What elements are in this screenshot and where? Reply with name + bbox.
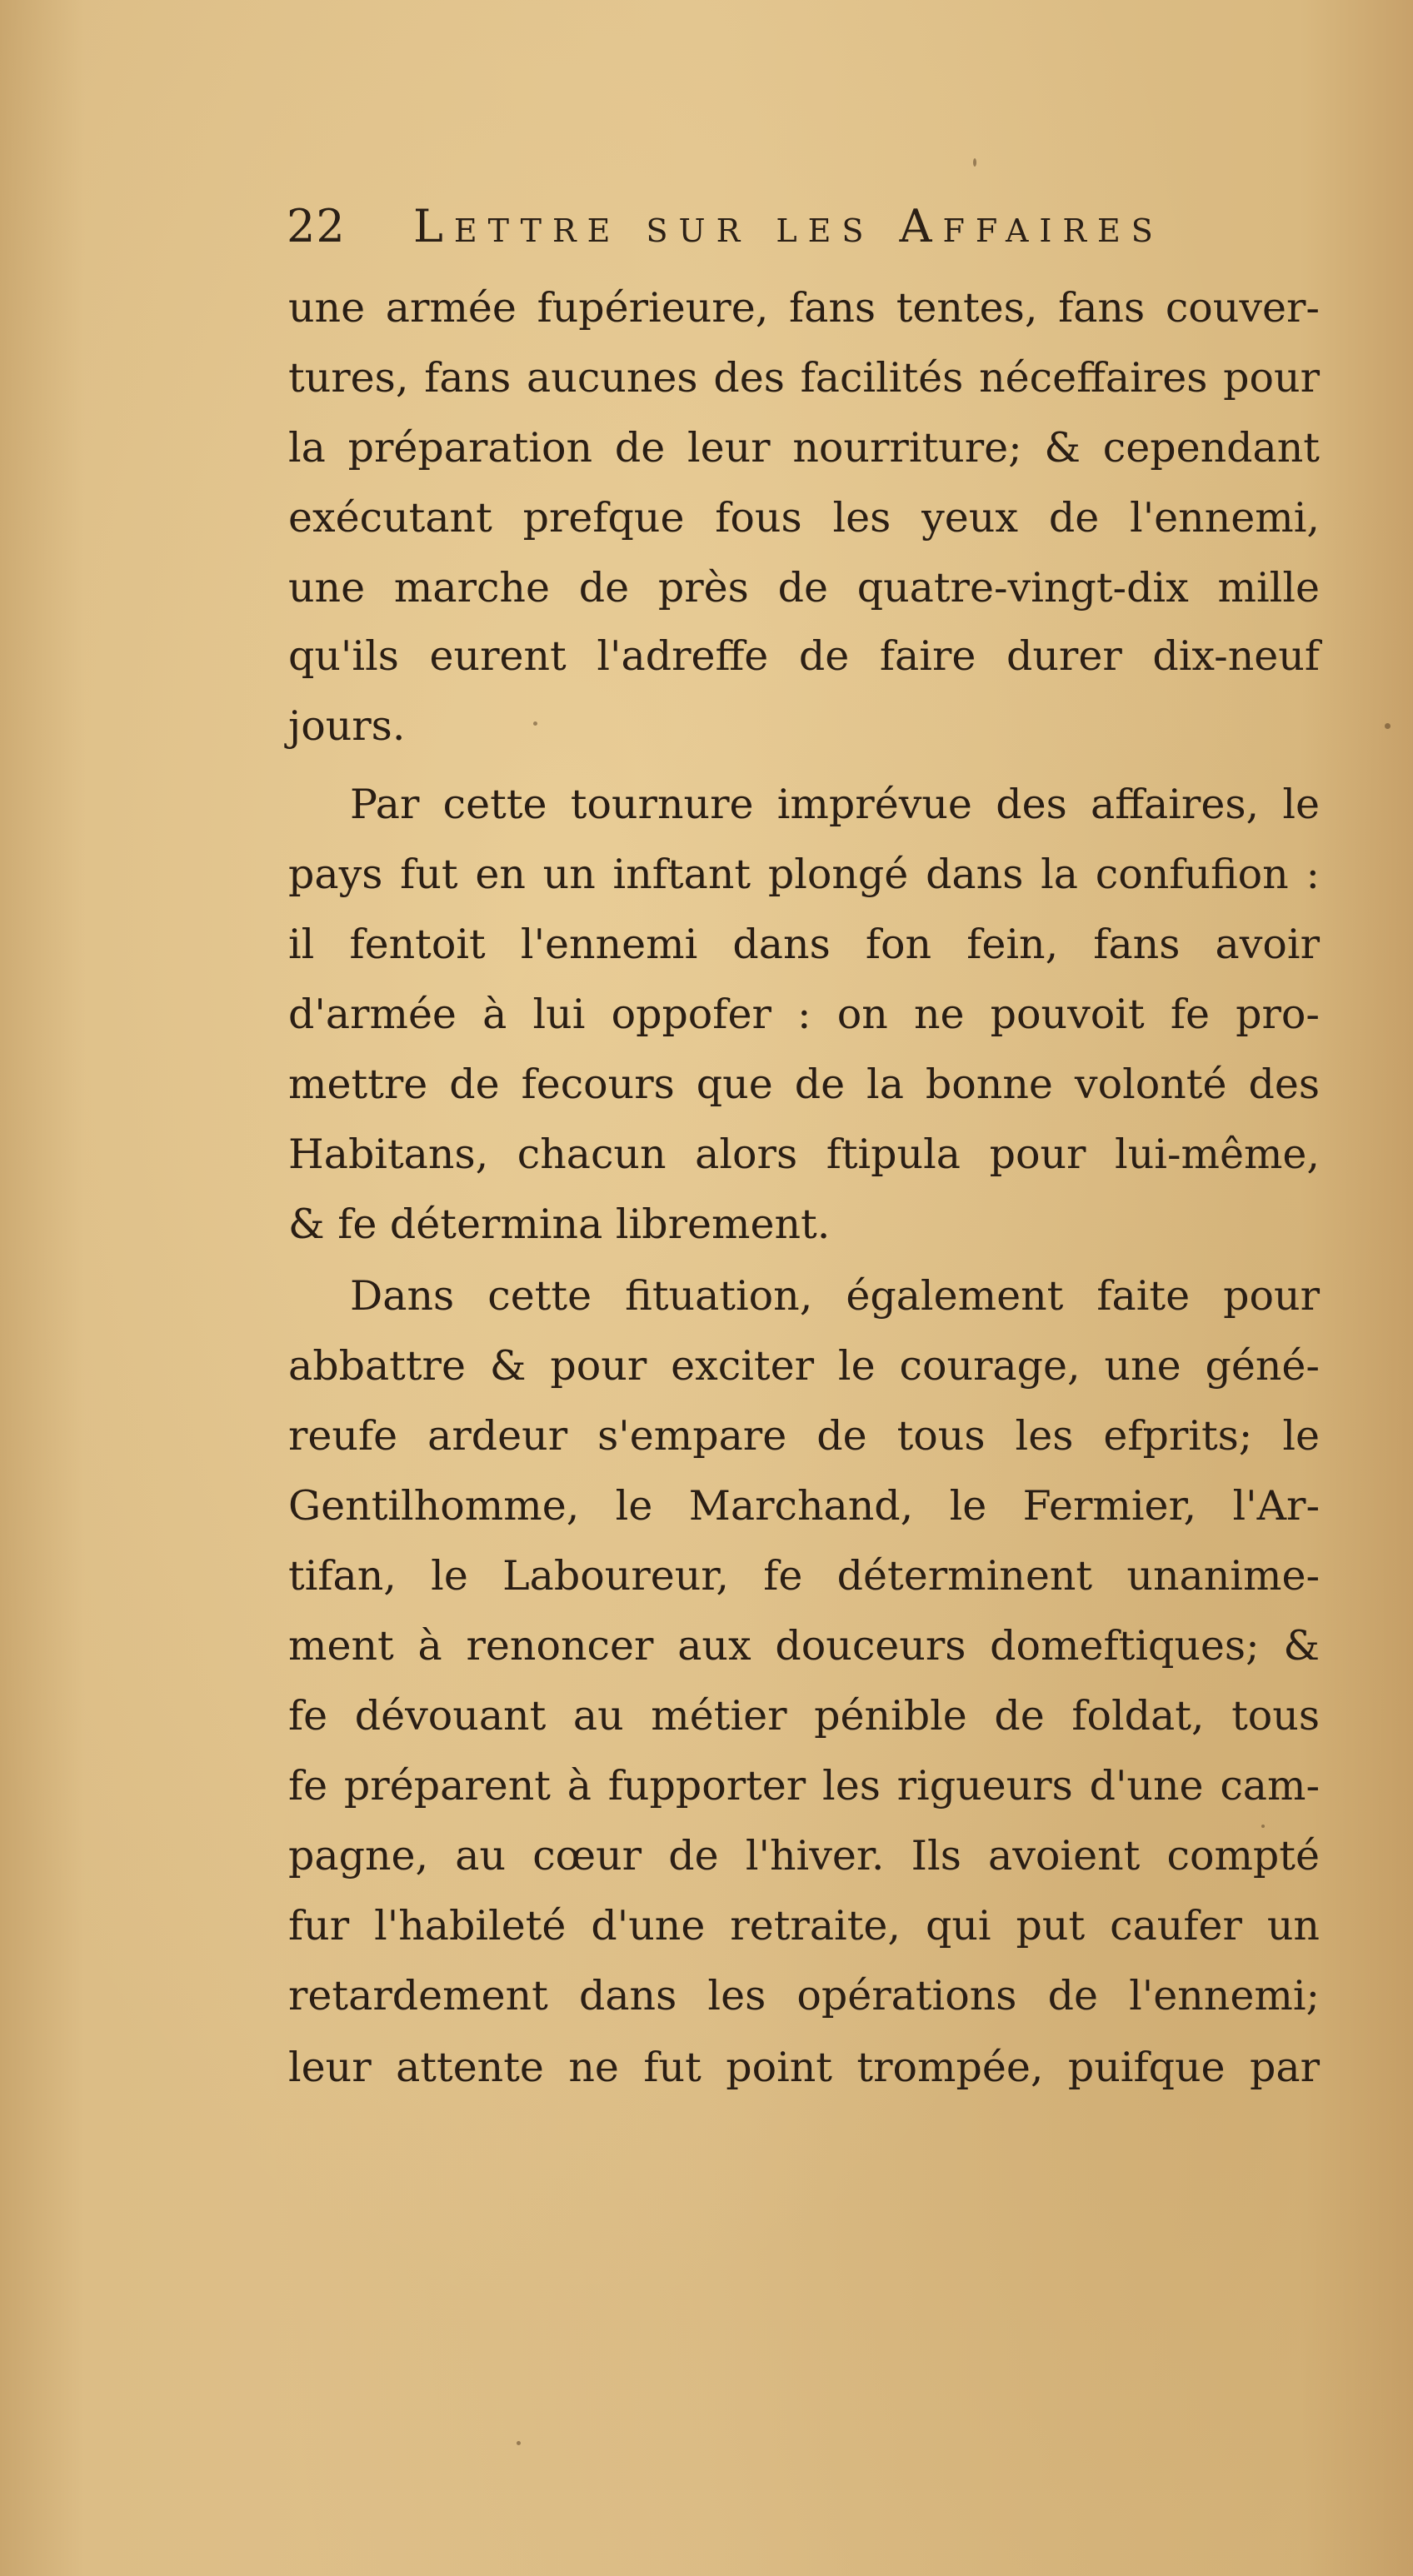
paper-speck (973, 158, 976, 167)
text-line: Gentilhomme, le Marchand, le Fermier, l'Ar- (288, 1482, 1320, 1530)
text-line: qu'ils eurent l'adreffe de faire durer dix-neuf (288, 632, 1320, 680)
text-line: fur l'habileté d'une retraite, qui put caufer un (288, 1902, 1320, 1949)
text-line: fe dévouant au métier pénible de foldat, tous (288, 1692, 1320, 1740)
text-line: reufe ardeur s'empare de tous les efprits; le (288, 1412, 1320, 1460)
text-line: fe préparent à fupporter les rigueurs d'une cam- (288, 1762, 1320, 1810)
text-line: & fe détermina librement. (288, 1201, 831, 1248)
text-line: Habitans, chacun alors ftipula pour lui-même, (288, 1131, 1320, 1178)
text-line: ment à renoncer aux douceurs domeftiques; & (288, 1622, 1320, 1670)
text-line: pays fut en un inftant plongé dans la confufion : (288, 851, 1320, 898)
text-line: pagne, au cœur de l'hiver. Ils avoient compté (288, 1832, 1320, 1880)
paper-speck (1261, 1825, 1265, 1828)
text-line: retardement dans les opérations de l'ennemi; (288, 1972, 1320, 2019)
running-title: Lettre sur les Affaires (413, 200, 1164, 252)
text-line: exécutant prefque fous les yeux de l'ennemi, (288, 494, 1320, 542)
text-line: tures, fans aucunes des facilités néceffaires pour (288, 354, 1320, 402)
paper-speck (517, 2441, 521, 2445)
text-line: tifan, le Laboureur, fe déterminent unanime- (288, 1552, 1320, 1600)
text-line: une armée fupérieure, fans tentes, fans couver- (288, 284, 1320, 332)
text-line: abbattre & pour exciter le courage, une géné- (288, 1342, 1320, 1390)
text-line: leur attente ne fut point trompée, puifque par (288, 2044, 1320, 2091)
text-line: jours. (288, 702, 406, 750)
text-line: d'armée à lui oppofer : on ne pouvoit fe pro- (288, 991, 1320, 1038)
paper-speck (1385, 723, 1391, 729)
text-line: mettre de fecours que de la bonne volonté des (288, 1061, 1320, 1108)
paragraph-first-line: Dans cette fituation, également faite pour (350, 1272, 1320, 1320)
text-line: une marche de près de quatre-vingt-dix mille (288, 564, 1320, 612)
page-number: 22 (287, 200, 346, 252)
text-line: la préparation de leur nourriture; & cependant (288, 424, 1320, 472)
text-line: il fentoit l'ennemi dans fon fein, fans avoir (288, 921, 1320, 968)
paragraph-first-line: Par cette tournure imprévue des affaires, le (350, 781, 1320, 828)
